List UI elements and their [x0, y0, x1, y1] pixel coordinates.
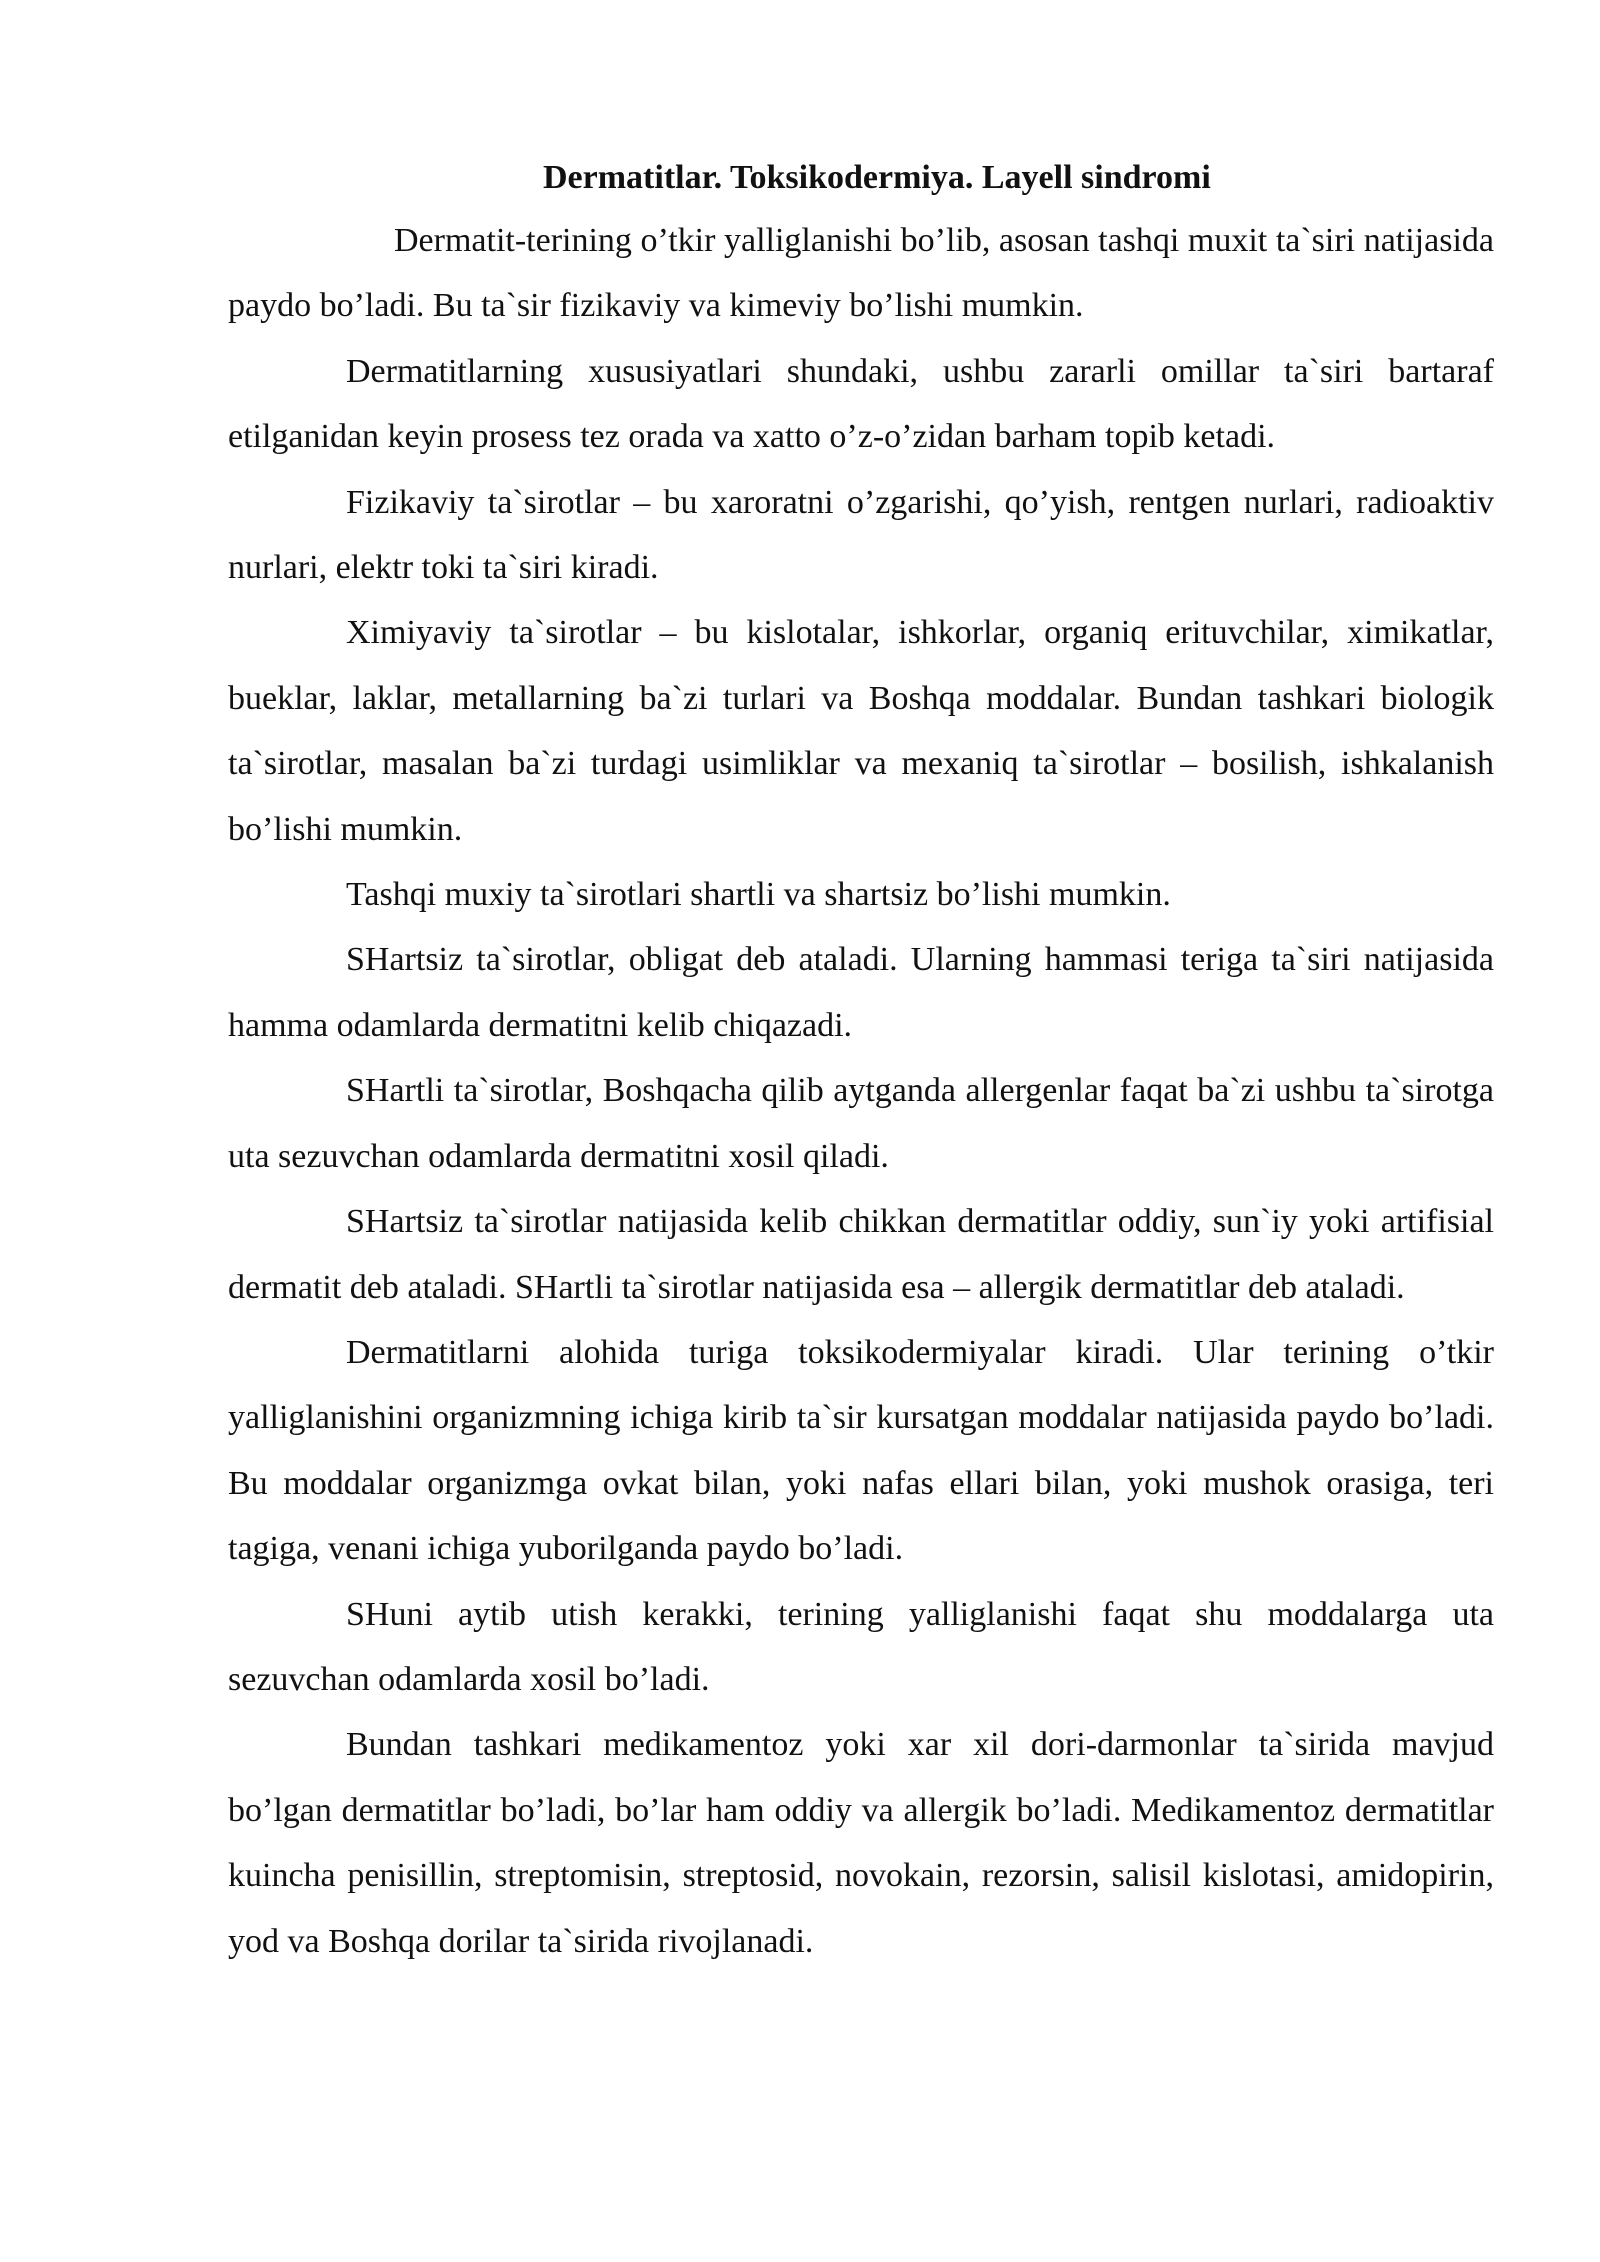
document-body	[228, 148, 1494, 1974]
paragraph-11: Bundan tashkari medikamentoz yoki xar xil dori-darmonlar ta`sirida mavjud bo’lgan dermatitlar bo’ladi, bo’lar ham oddiy va allergik bo’ladi. Medikamentoz dermatitlar kuincha penisillin, streptomisin, streptosid, novokain, rezorsin, salisil kislotasi, amidopirin, yod va Boshqa dorilar ta`sirida rivojlanadi.	[228, 1726, 1494, 1960]
paragraph-9: Dermatitlarni alohida turiga toksikodermiyalar kiradi. Ular terining o’tkir yalliglanishini organizmning ichiga kirib ta`sir kursatgan moddalar natijasida paydo bo’ladi. Bu moddalar organizmga ovkat bilan, yoki nafas ellari bilan, yoki mushok orasiga, teri tagiga, venani ichiga yuborilganda paydo bo’ladi.	[228, 1333, 1494, 1568]
paragraph-10: SHuni aytib utish kerakki, terining yalliglanishi faqat shu moddalarga uta sezuvchan odamlarda xosil bo’ladi.	[228, 1595, 1494, 1698]
paragraph-3: Fizikaviy ta`sirotlar – bu xaroratni o’zgarishi, qo’yish, rentgen nurlari, radioaktiv nurlari, elektr toki ta`siri kiradi.	[228, 483, 1494, 587]
paragraph-8: SHartsiz ta`sirotlar natijasida kelib chikkan dermatitlar oddiy, sun`iy yoki artifisial dermatit deb ataladi. SHartli ta`sirotlar natijasida esa – allergik dermatitlar deb ataladi.	[228, 1203, 1494, 1306]
document-title: Dermatitlar. Toksikodermiya. Layell sindromi	[543, 159, 1211, 196]
paragraph-6: SHartsiz ta`sirotlar, obligat deb ataladi. Ularning hammasi teriga ta`siri natijasida hamma odamlarda dermatitni kelib chiqazadi.	[228, 941, 1494, 1044]
paragraph-1: Dermatit-terining o’tkir yalliglanishi bo’lib, asosan tashqi muxit ta`siri natijasida paydo bo’ladi. Bu ta`sir fizikaviy va kimeviy bo’lishi mumkin.	[228, 222, 1494, 325]
paragraph-4: Ximiyaviy ta`sirotlar – bu kislotalar, ishkorlar, organiq erituvchilar, ximikatlar, bueklar, laklar, metallarning ba`zi turlari va Boshqa moddalar. Bundan tashkari biologik ta`sirotlar, masalan ba`zi turdagi usimliklar va mexaniq ta`sirotlar – bosilish, ishkalanish bo’lishi mumkin.	[228, 614, 1494, 848]
paragraph-7: SHartli ta`sirotlar, Boshqacha qilib aytganda allergenlar faqat ba`zi ushbu ta`sirotga uta sezuvchan odamlarda dermatitni xosil qiladi.	[228, 1072, 1494, 1175]
paragraph-5: Tashqi muxiy ta`sirotlari shartli va shartsiz bo’lishi mumkin.	[346, 876, 1171, 914]
paragraph-2: Dermatitlarning xususiyatlari shundaki, ushbu zararli omillar ta`siri bartaraf etilganidan keyin prosess tez orada va xatto o’z-o’zidan barham topib ketadi.	[228, 352, 1494, 456]
